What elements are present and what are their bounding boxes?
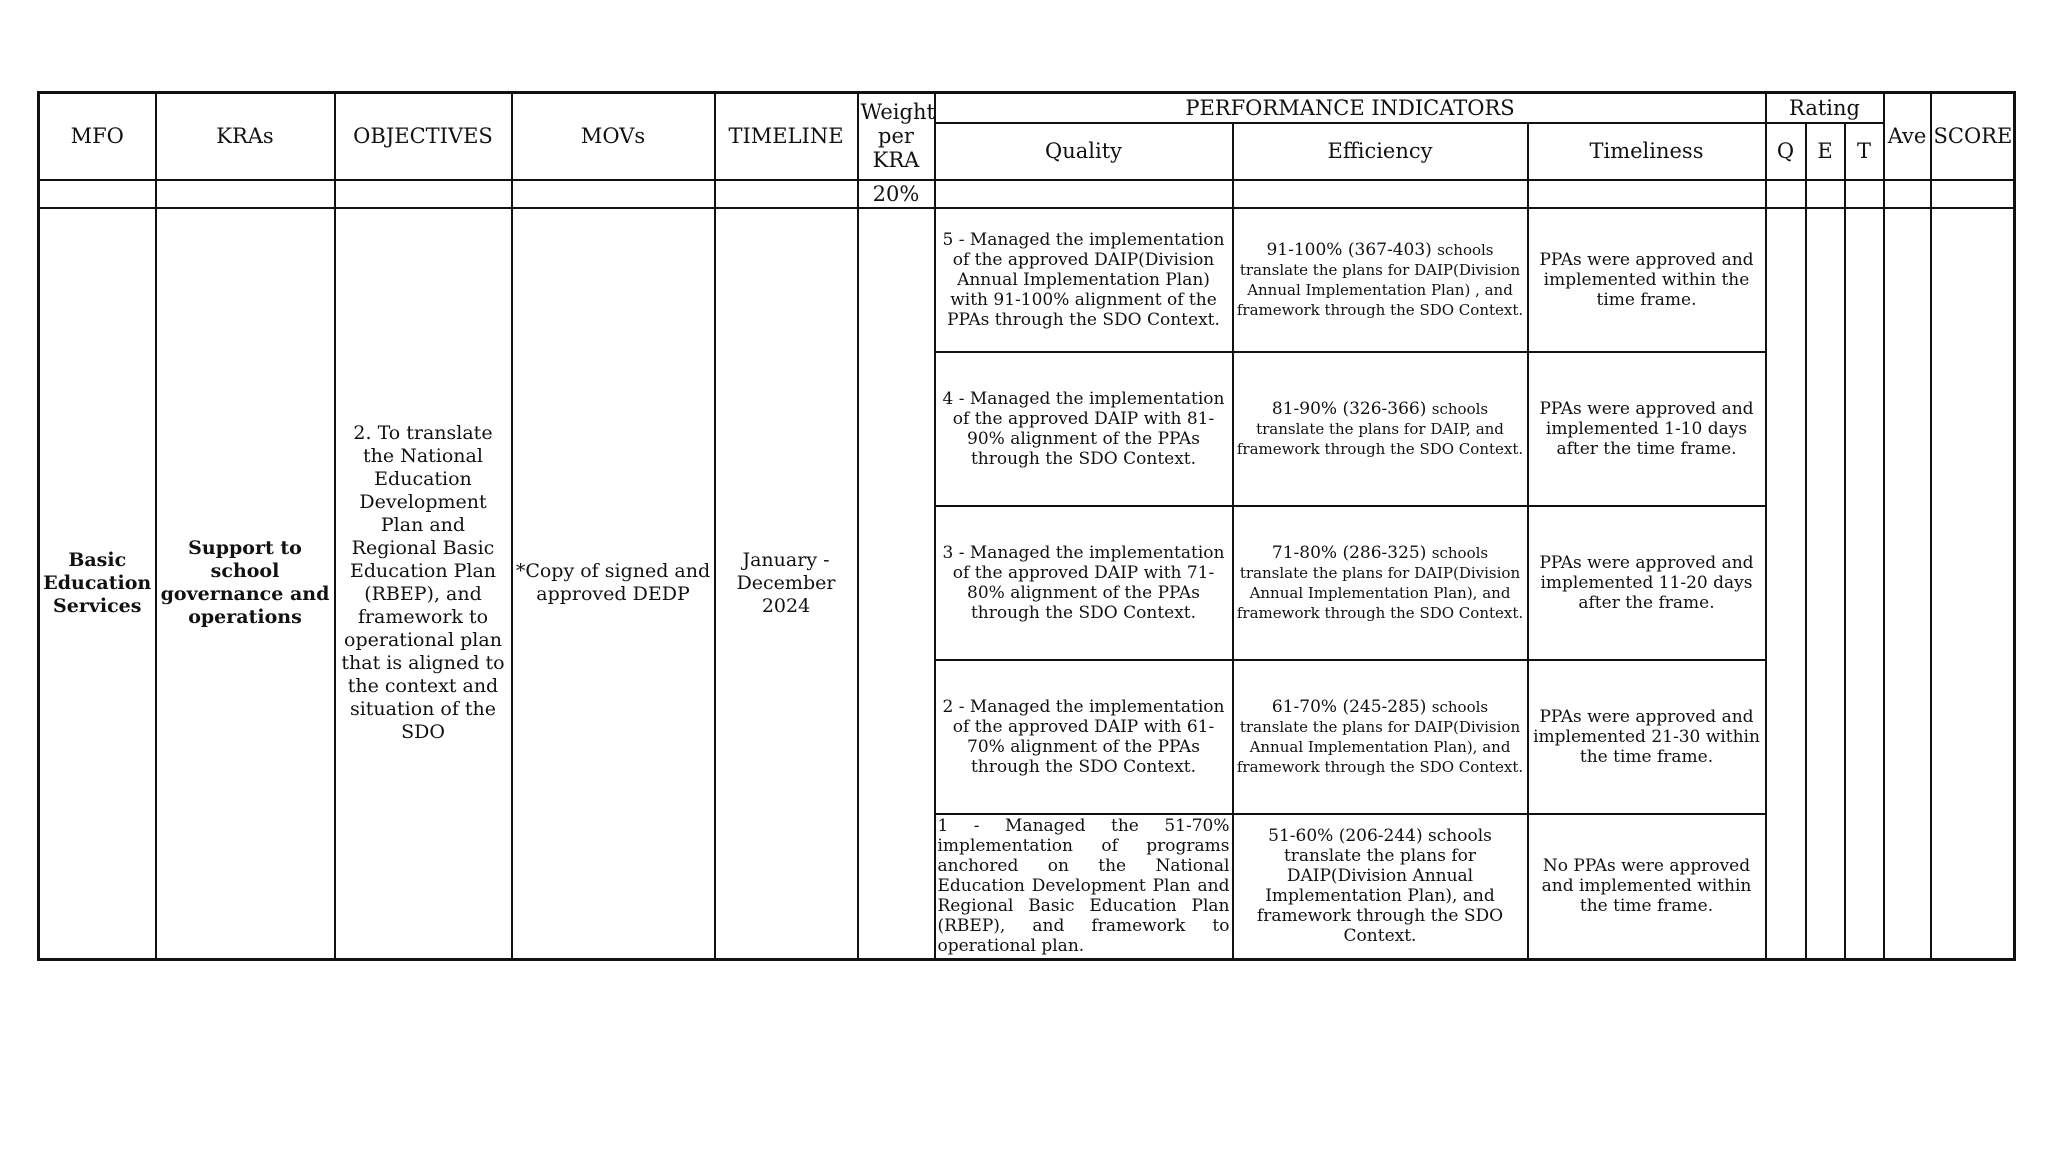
weight-row-empty (1766, 180, 1806, 208)
weight-row-empty (1528, 180, 1766, 208)
weight-row-empty (335, 180, 512, 208)
header-rating: Rating (1766, 93, 1884, 123)
efficiency-cell (1233, 352, 1528, 506)
performance-table (37, 91, 2016, 961)
header-kras: KRAs (156, 93, 335, 180)
timeliness-cell: PPAs were approved and implemented 21-30 within the time frame. (1528, 660, 1766, 814)
timeliness-cell: PPAs were approved and implemented 1-10 days after the time frame. (1528, 352, 1766, 506)
weight-row-empty (1806, 180, 1845, 208)
rating-q-cell (1766, 208, 1806, 960)
indicator-row-5 (39, 208, 2015, 352)
header-performance-indicators: PERFORMANCE INDICATORS (935, 93, 1766, 123)
timeliness-cell: No PPAs were approved and implemented within the time frame. (1528, 814, 1766, 960)
header-row-1 (39, 93, 2015, 123)
header-efficiency: Efficiency (1233, 123, 1528, 180)
weight-row (39, 180, 2015, 208)
efficiency-range: 91-100% (367-403) (1266, 239, 1432, 260)
weight-row-empty (39, 180, 156, 208)
efficiency-cell (1233, 208, 1528, 352)
efficiency-range: 81-90% (326-366) (1271, 398, 1427, 419)
score-cell (1931, 208, 2015, 960)
header-rating-q: Q (1766, 123, 1806, 180)
weight-row-empty (1931, 180, 2015, 208)
header-weight: Weight per KRA (858, 93, 935, 180)
header-objectives: OBJECTIVES (335, 93, 512, 180)
weight-cell (858, 208, 935, 960)
header-ave: Ave (1884, 93, 1931, 180)
timeliness-cell: PPAs were approved and implemented within the time frame. (1528, 208, 1766, 352)
timeline-cell: January - December 2024 (715, 208, 858, 960)
quality-cell: 4 - Managed the implementation of the approved DAIP with 81-90% alignment of the PPAs through the SDO Context. (935, 352, 1233, 506)
efficiency-range: 61-70% (245-285) (1271, 696, 1427, 717)
efficiency-text: schools translate the plans for DAIP(Division Annual Implementation Plan), and framework through the SDO Context. (1256, 826, 1504, 947)
rating-e-cell (1806, 208, 1845, 960)
mfo-cell: Basic Education Services (39, 208, 156, 960)
weight-row-empty (1233, 180, 1528, 208)
objective-cell: 2. To translate the National Education Development Plan and Regional Basic Education Plan (RBEP), and framework to operational plan that is aligned to the context and situation of the SDO (335, 208, 512, 960)
rating-t-cell (1845, 208, 1884, 960)
header-rating-t: T (1845, 123, 1884, 180)
header-quality: Quality (935, 123, 1233, 180)
quality-cell: 2 - Managed the implementation of the approved DAIP with 61-70% alignment of the PPAs through the SDO Context. (935, 660, 1233, 814)
efficiency-range: 71-80% (286-325) (1271, 542, 1427, 563)
ave-cell (1884, 208, 1931, 960)
quality-cell: 1 - Managed the 51-70% implementation of programs anchored on the National Education Development Plan and Regional Basic Education Plan (RBEP), and framework to operational plan. (935, 814, 1233, 960)
header-timeliness: Timeliness (1528, 123, 1766, 180)
weight-row-empty (935, 180, 1233, 208)
header-rating-e: E (1806, 123, 1845, 180)
efficiency-cell (1233, 814, 1528, 960)
efficiency-range: 51-60% (206-244) (1268, 826, 1423, 847)
kra-cell: Support to school governance and operations (156, 208, 335, 960)
weight-row-empty (1845, 180, 1884, 208)
header-timeline: TIMELINE (715, 93, 858, 180)
quality-cell: 5 - Managed the implementation of the approved DAIP(Division Annual Implementation Plan) with 91-100% alignment of the PPAs through the SDO Context. (935, 208, 1233, 352)
efficiency-text: schools translate the plans for DAIP(Division Annual Implementation Plan), and framework through the SDO Context. (1236, 697, 1524, 776)
efficiency-text: schools translate the plans for DAIP(Division Annual Implementation Plan), and framework through the SDO Context. (1236, 543, 1524, 622)
weight-row-empty (1884, 180, 1931, 208)
efficiency-text: schools translate the plans for DAIP(Division Annual Implementation Plan) , and framework through the SDO Context. (1236, 240, 1524, 319)
header-mfo: MFO (39, 93, 156, 180)
weight-row-empty (715, 180, 858, 208)
efficiency-cell (1233, 660, 1528, 814)
header-score: SCORE (1931, 93, 2015, 180)
quality-cell: 3 - Managed the implementation of the approved DAIP with 71-80% alignment of the PPAs through the SDO Context. (935, 506, 1233, 660)
efficiency-cell (1233, 506, 1528, 660)
timeliness-cell: PPAs were approved and implemented 11-20 days after the frame. (1528, 506, 1766, 660)
weight-value: 20% (858, 180, 935, 208)
weight-row-empty (512, 180, 715, 208)
mov-cell: *Copy of signed and approved DEDP (512, 208, 715, 960)
efficiency-text: schools translate the plans for DAIP, and framework through the SDO Context. (1236, 399, 1524, 458)
weight-row-empty (156, 180, 335, 208)
header-movs: MOVs (512, 93, 715, 180)
